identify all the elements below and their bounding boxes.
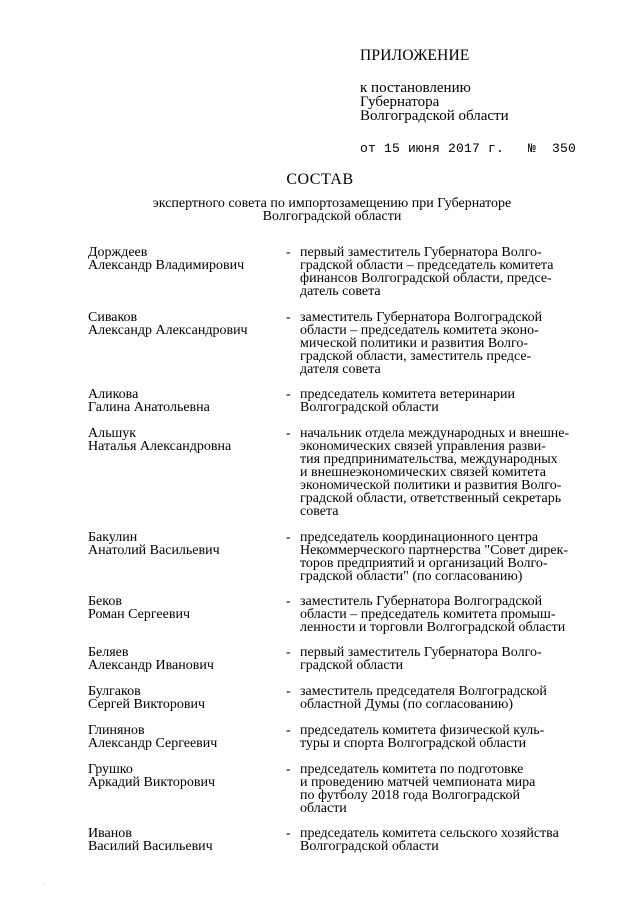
- member-name: [88, 646, 278, 672]
- role-line: заместитель председателя Волгоградской: [300, 684, 547, 699]
- role-line: градской области: [300, 658, 404, 673]
- role-line: совета: [300, 504, 339, 519]
- member-surname: Булгаков: [88, 684, 141, 699]
- member-name: [88, 388, 278, 414]
- member-name: [88, 311, 278, 337]
- role-line: мической политики и развития Волго-: [300, 336, 529, 351]
- role-line: и внешнеэкономических связей комитета: [300, 465, 546, 480]
- member-role: [300, 646, 578, 672]
- role-line: председатель комитета ветеринарии: [300, 387, 516, 402]
- member-role: [300, 311, 578, 376]
- member-name: [88, 427, 278, 453]
- member-given-name: Галина Анатольевна: [88, 400, 210, 415]
- member-given-name: Анатолий Васильевич: [88, 543, 220, 558]
- appendix-title: ПРИЛОЖЕНИЕ: [360, 47, 470, 64]
- separator-dash: -: [286, 387, 291, 402]
- member-given-name: Роман Сергеевич: [88, 607, 190, 622]
- member-role: [300, 724, 578, 750]
- member-given-name: Александр Иванович: [88, 658, 214, 673]
- member-name: [88, 531, 278, 557]
- role-line: туры и спорта Волгоградской области: [300, 736, 527, 751]
- member-name: [88, 763, 278, 789]
- member-surname: Грушко: [88, 762, 133, 777]
- document-title: СОСТАВ: [286, 171, 354, 188]
- member-role: [300, 427, 578, 518]
- member-surname: Альшук: [88, 426, 137, 441]
- scan-speck: ·: [42, 880, 45, 889]
- member-role: [300, 763, 578, 815]
- member-given-name: Василий Васильевич: [88, 839, 213, 854]
- member-name: [88, 827, 278, 853]
- decree-line: Волгоградской области: [360, 108, 509, 124]
- member-surname: Иванов: [88, 826, 132, 841]
- separator-dash: -: [286, 723, 291, 738]
- member-given-name: Александр Владимирович: [88, 258, 245, 273]
- role-line: области – председатель комитета промыш-: [300, 607, 556, 622]
- role-line: первый заместитель Губернатора Волго-: [300, 245, 542, 260]
- role-line: тия предпринимательства, международных: [300, 452, 558, 467]
- role-line: экономических связей управления разви-: [300, 439, 546, 454]
- role-line: по футболу 2018 года Волгоградской: [300, 788, 520, 803]
- role-line: области – председатель комитета эконо-: [300, 323, 539, 338]
- role-line: областной Думы (по согласованию): [300, 697, 513, 712]
- role-line: Волгоградской области: [300, 839, 439, 854]
- member-given-name: Сергей Викторович: [88, 697, 206, 712]
- role-line: ленности и торговли Волгоградской области: [300, 620, 566, 635]
- role-line: градской области, заместитель предсе-: [300, 349, 532, 364]
- separator-dash: -: [286, 310, 291, 325]
- member-given-name: Аркадий Викторович: [88, 775, 216, 790]
- member-surname: Беляев: [88, 645, 129, 660]
- member-name: [88, 724, 278, 750]
- separator-dash: -: [286, 530, 291, 545]
- subtitle-line: экспертного совета по импортозамещению при Губернаторе: [152, 196, 512, 211]
- role-line: председатель комитета физической куль-: [300, 723, 545, 738]
- member-role: [300, 595, 578, 634]
- member-surname: Беков: [88, 594, 122, 609]
- role-line: Волгоградской области: [300, 400, 439, 415]
- role-line: области: [300, 801, 347, 816]
- member-surname: Бакулин: [88, 530, 138, 545]
- separator-dash: -: [286, 245, 291, 260]
- member-role: [300, 827, 578, 853]
- member-role: [300, 531, 578, 583]
- member-name: [88, 246, 278, 272]
- member-role: [300, 246, 578, 298]
- role-line: датель совета: [300, 284, 381, 299]
- separator-dash: -: [286, 426, 291, 441]
- role-line: торов предприятий и организаций Волго-: [300, 556, 548, 571]
- role-line: председатель комитета по подготовке: [300, 762, 524, 777]
- separator-dash: -: [286, 645, 291, 660]
- member-surname: Дорждеев: [88, 245, 148, 260]
- member-given-name: Александр Сергеевич: [88, 736, 218, 751]
- role-line: начальник отдела международных и внешне-: [300, 426, 570, 441]
- role-line: градской области – председатель комитета: [300, 258, 554, 273]
- role-line: Некоммерческого партнерства "Совет дирек-: [300, 543, 569, 558]
- role-line: заместитель Губернатора Волгоградской: [300, 594, 543, 609]
- separator-dash: -: [286, 594, 291, 609]
- role-line: первый заместитель Губернатора Волго-: [300, 645, 542, 660]
- member-role: [300, 388, 578, 414]
- member-name: [88, 595, 278, 621]
- role-line: градской области, ответственный секретарь: [300, 491, 562, 506]
- role-line: дателя совета: [300, 362, 381, 377]
- decree-date-number: от 15 июня 2017 г. № 350: [360, 141, 577, 156]
- role-line: экономической политики и развития Волго-: [300, 478, 562, 493]
- subtitle-line: Волгоградской области: [262, 209, 402, 224]
- role-line: председатель комитета сельского хозяйства: [300, 826, 559, 841]
- member-name: [88, 685, 278, 711]
- separator-dash: -: [286, 762, 291, 777]
- role-line: заместитель Губернатора Волгоградской: [300, 310, 543, 325]
- role-line: градской области" (по согласованию): [300, 569, 523, 584]
- decree-line: Губернатора: [360, 94, 440, 110]
- member-surname: Аликова: [88, 387, 139, 402]
- role-line: и проведению матчей чемпионата мира: [300, 775, 536, 790]
- decree-line: к постановлению: [360, 80, 471, 96]
- member-role: [300, 685, 578, 711]
- separator-dash: -: [286, 684, 291, 699]
- role-line: финансов Волгоградской области, предсе-: [300, 271, 552, 286]
- role-line: председатель координационного центра: [300, 530, 539, 545]
- member-surname: Глинянов: [88, 723, 145, 738]
- member-given-name: Александр Александрович: [88, 323, 248, 338]
- separator-dash: -: [286, 826, 291, 841]
- member-surname: Сиваков: [88, 310, 138, 325]
- member-given-name: Наталья Александровна: [88, 439, 232, 454]
